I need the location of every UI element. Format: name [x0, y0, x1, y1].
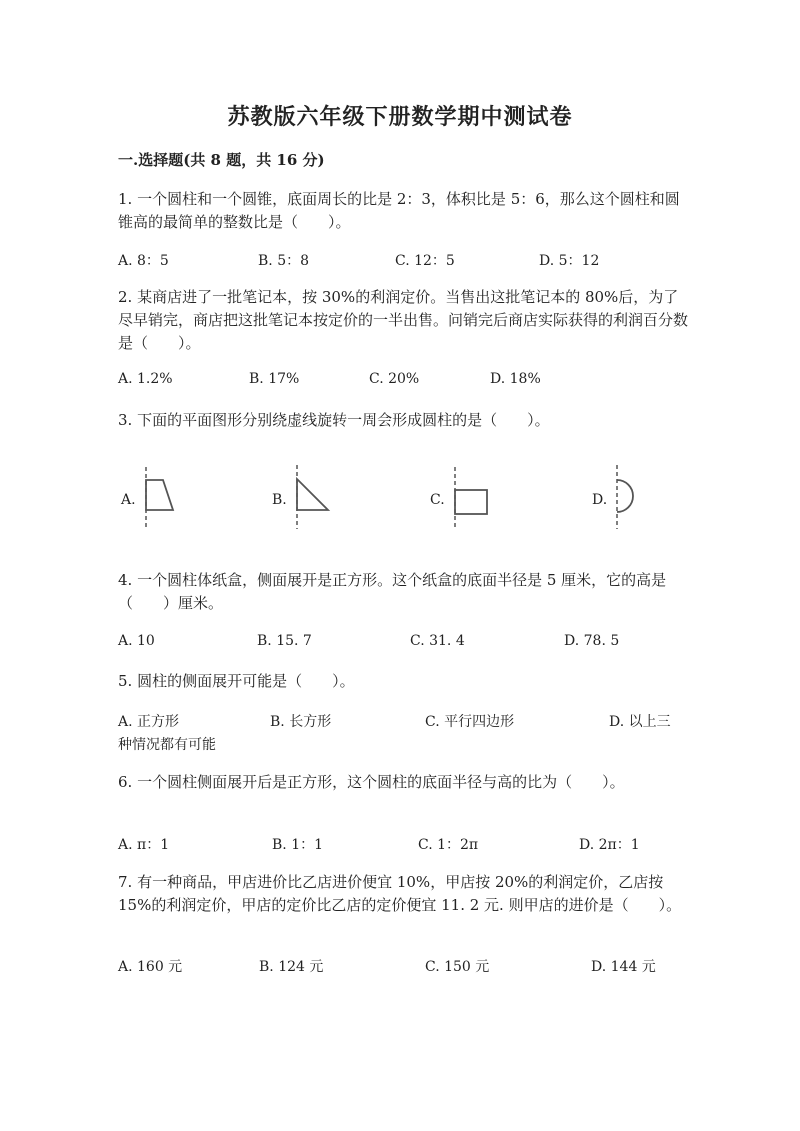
figure-d [592, 462, 662, 532]
option-a: A. 160 元 [118, 959, 183, 975]
option-d: D. 2π：1 [579, 837, 640, 853]
page-title: 苏教版六年级下册数学期中测试卷 [227, 104, 573, 130]
option-b: B. 1：1 [272, 837, 324, 853]
option-d: D. 18% [490, 371, 541, 387]
question-4-options [118, 633, 688, 655]
question-7-options [118, 956, 688, 978]
option-c: C. 20% [369, 371, 420, 387]
option-d: D. 5：12 [539, 253, 600, 269]
question-5-options [118, 711, 683, 757]
option-d: D. 78. 5 [564, 633, 620, 649]
option-b: B. 17% [249, 371, 300, 387]
question-4: 4. 一个圆柱体纸盒，侧面展开是正方形。这个纸盒的底面半径是 5 厘米，它的高是（ ）厘米。 [118, 571, 667, 612]
question-5: 5. 圆柱的侧面展开可能是（ ）。 [118, 672, 355, 690]
figure-a-label: A. [121, 492, 136, 508]
triangle-figure [292, 462, 342, 532]
figure-b-label: B. [272, 492, 287, 508]
trapezoid-figure [141, 462, 191, 532]
figure-d-label: D. [592, 492, 608, 508]
figure-c [430, 462, 510, 532]
option-b: B. 长方形 [270, 714, 332, 730]
option-c: C. 12：5 [395, 253, 455, 269]
option-a: A. π：1 [118, 837, 170, 853]
semicircle-figure [612, 462, 662, 532]
option-b: B. 124 元 [259, 959, 324, 975]
option-c: C. 31. 4 [410, 633, 465, 649]
question-1: 1. 一个圆柱和一个圆锥，底面周长的比是 2：3，体积比是 5：6，那么这个圆柱和圆锥高的最简单的整数比是（ ）。 [118, 190, 680, 231]
option-d: D. 144 元 [591, 959, 656, 975]
option-a: A. 正方形 [118, 714, 180, 730]
option-c: C. 1：2π [418, 837, 479, 853]
figure-a [121, 462, 191, 532]
option-d: D. 以上三种情况都有可能 [118, 714, 671, 753]
figure-c-label: C. [430, 492, 445, 508]
option-a: A. 10 [118, 633, 155, 649]
option-b: B. 5：8 [258, 253, 310, 269]
question-6: 6. 一个圆柱侧面展开后是正方形，这个圆柱的底面半径与高的比为（ ）。 [118, 773, 625, 791]
option-b: B. 15. 7 [257, 633, 312, 649]
section-heading: 一.选择题(共 8 题，共 16 分) [118, 151, 325, 169]
option-a: A. 8：5 [118, 253, 169, 269]
question-6-options [118, 834, 688, 856]
option-a: A. 1.2% [118, 371, 173, 387]
figure-b [272, 462, 342, 532]
question-1-options [118, 250, 688, 272]
question-2-options [118, 371, 688, 393]
rectangle-figure [450, 462, 510, 532]
question-7: 7. 有一种商品，甲店进价比乙店进价便宜 10%，甲店按 20%的利润定价，乙店按 15%的利润定价，甲店的定价比乙店的定价便宜 11. 2 元. 则甲店的进价是（ ）。 [118, 873, 682, 914]
question-3: 3. 下面的平面图形分别绕虚线旋转一周会形成圆柱的是（ ）。 [118, 411, 550, 429]
option-c: C. 平行四边形 [425, 714, 515, 730]
question-2: 2. 某商店进了一批笔记本，按 30%的利润定价。当售出这批笔记本的 80%后，为了尽早销完，商店把这批笔记本按定价的一半出售。问销完后商店实际获得的利润百分数是（ ）。 [118, 288, 689, 352]
option-c: C. 150 元 [425, 959, 490, 975]
